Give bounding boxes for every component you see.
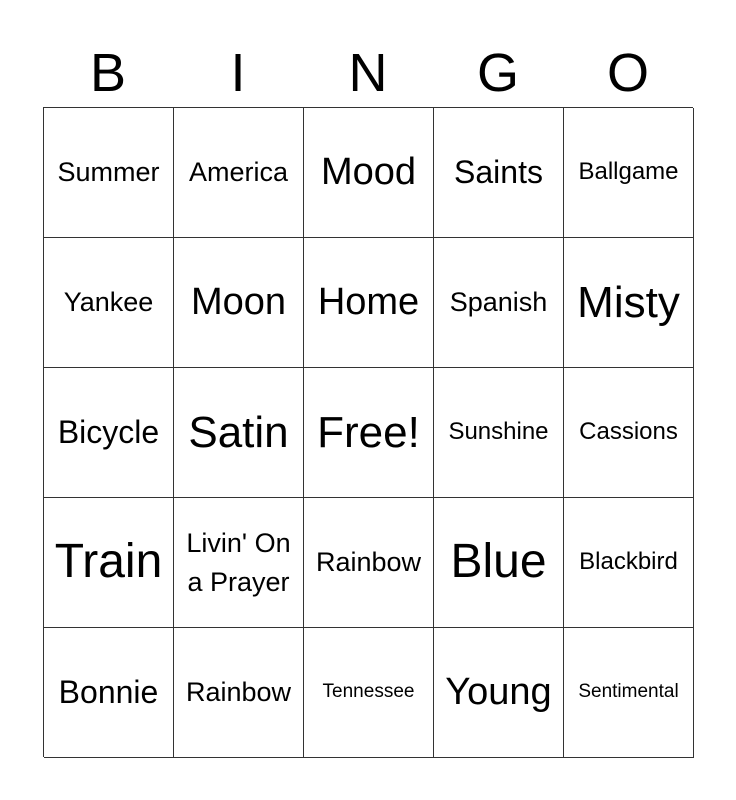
cell-label: Livin' On a Prayer bbox=[186, 527, 291, 597]
bingo-cell[interactable] bbox=[564, 628, 694, 758]
bingo-cell[interactable] bbox=[434, 238, 564, 368]
cell-label: Summer bbox=[57, 156, 160, 187]
cell-label: America bbox=[188, 156, 289, 187]
cell-label: Blue bbox=[450, 535, 547, 589]
cell-label: Yankee bbox=[63, 286, 154, 317]
bingo-cell[interactable] bbox=[174, 108, 304, 238]
bingo-cell[interactable] bbox=[304, 108, 434, 238]
bingo-cell[interactable] bbox=[304, 498, 434, 628]
cell-label: Young bbox=[445, 671, 552, 714]
cell-label: Train bbox=[54, 535, 163, 589]
cell-label: Spanish bbox=[449, 286, 548, 317]
cell-label: Rainbow bbox=[185, 676, 292, 707]
cell-label: Cassions bbox=[579, 418, 678, 446]
bingo-card-grid bbox=[43, 107, 693, 757]
bingo-cell[interactable] bbox=[44, 108, 174, 238]
bingo-cell[interactable] bbox=[44, 238, 174, 368]
bingo-cell[interactable] bbox=[174, 498, 304, 628]
bingo-cell[interactable] bbox=[434, 498, 564, 628]
bingo-cell[interactable] bbox=[44, 498, 174, 628]
bingo-cell[interactable] bbox=[304, 238, 434, 368]
cell-label: Moon bbox=[190, 281, 287, 324]
cell-label: Bicycle bbox=[57, 413, 160, 450]
bingo-cell[interactable] bbox=[174, 628, 304, 758]
bingo-cell[interactable] bbox=[174, 238, 304, 368]
cell-label: Misty bbox=[577, 277, 680, 327]
cell-label: Blackbird bbox=[579, 548, 678, 576]
cell-label: Ballgame bbox=[578, 158, 679, 186]
cell-label: Tennessee bbox=[322, 681, 415, 703]
header-letter-n: N bbox=[348, 43, 388, 103]
bingo-cell[interactable] bbox=[564, 368, 694, 498]
bingo-header bbox=[43, 40, 693, 106]
cell-label: Rainbow bbox=[315, 546, 422, 577]
cell-label: Satin bbox=[188, 407, 289, 457]
bingo-cell[interactable] bbox=[44, 628, 174, 758]
cell-label: Home bbox=[317, 281, 420, 324]
bingo-cell[interactable] bbox=[434, 628, 564, 758]
header-letter-i: I bbox=[230, 43, 246, 103]
cell-label: Saints bbox=[454, 153, 543, 190]
bingo-cell[interactable] bbox=[304, 628, 434, 758]
cell-label: Sentimental bbox=[578, 681, 679, 703]
header-letter-g: G bbox=[476, 43, 519, 103]
bingo-cell[interactable] bbox=[44, 368, 174, 498]
free-space-cell[interactable] bbox=[304, 368, 434, 498]
free-space-label: Free! bbox=[317, 407, 420, 457]
cell-label: Mood bbox=[320, 151, 417, 194]
bingo-cell[interactable] bbox=[564, 498, 694, 628]
bingo-cell[interactable] bbox=[434, 368, 564, 498]
bingo-cell[interactable] bbox=[434, 108, 564, 238]
bingo-cell[interactable] bbox=[174, 368, 304, 498]
bingo-cell[interactable] bbox=[564, 108, 694, 238]
cell-label: Bonnie bbox=[58, 673, 159, 710]
cell-label: Sunshine bbox=[448, 418, 549, 446]
header-letter-o: O bbox=[606, 43, 649, 103]
header-letter-b: B bbox=[89, 43, 127, 103]
bingo-cell[interactable] bbox=[564, 238, 694, 368]
